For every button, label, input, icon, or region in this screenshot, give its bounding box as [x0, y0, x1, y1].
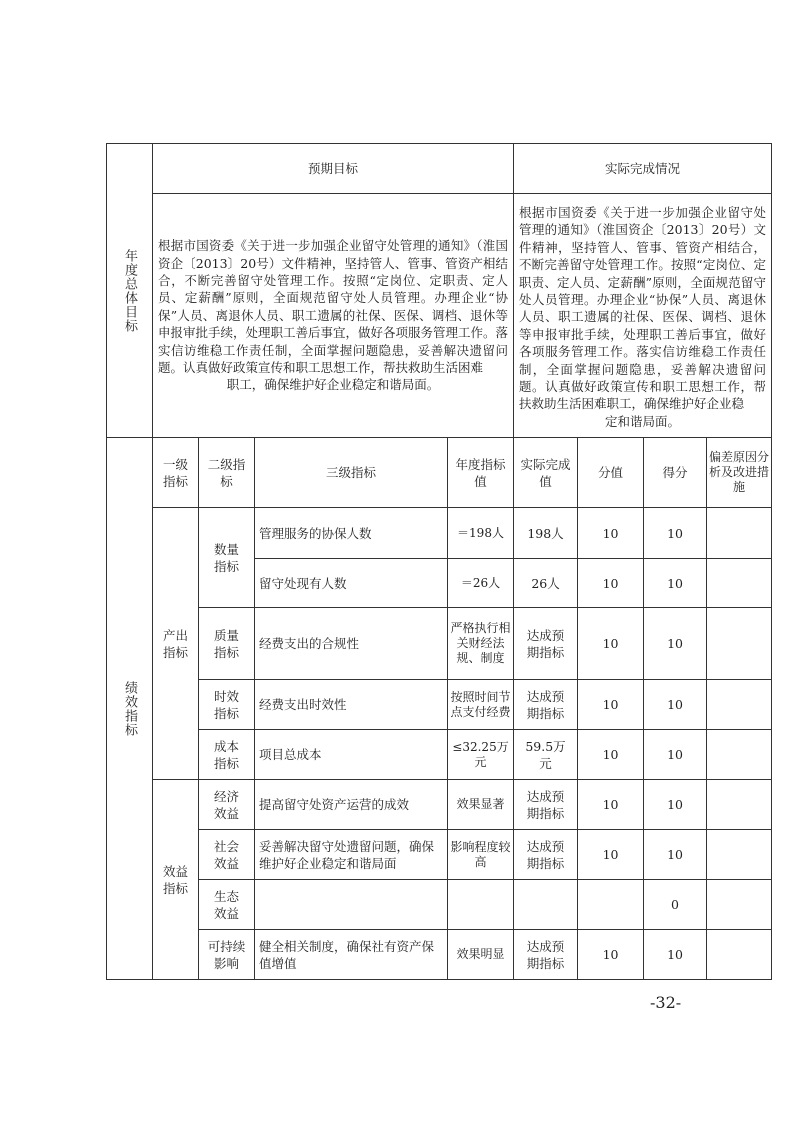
target-cell: 严格执行相关财经法规、制度: [448, 608, 514, 680]
points-cell: 10: [578, 680, 644, 730]
note-cell: [707, 559, 772, 608]
actual-cell: 198人: [514, 508, 578, 559]
level2-label: 生态效益: [213, 888, 239, 921]
actual-result-text: 根据市国资委《关于进一步加强企业留守处管理的通知》（淮国资企〔2013〕20号）文件精神，坚持管人、管事、管资产相结合，不断完善留守处管理工作。按照“定岗位、定职责、定人员、定薪酬”原则，全面规范留守处人员管理。办理企业“协保”人员、离退休人员、职工遗属的社保、医保、调档、退休等申报审批手续，处理职工善后事宜，做好各项服务管理工作。落实信访维稳工作责任制，全面掌握问题隐患，妥善解决遗留问题。认真做好政策宣传和职工思想工作，帮扶救助生活困难职工，确保维护好企业稳: [519, 205, 767, 412]
level1-cell: [153, 508, 199, 780]
target-cell: 效果显著: [448, 780, 514, 830]
score-cell: 10: [644, 730, 707, 780]
actual-cell: 59.5万元: [514, 730, 578, 780]
actual-cell: 26人: [514, 559, 578, 608]
level2-label: 可持续影响: [207, 938, 246, 971]
target-cell: [448, 880, 514, 930]
target-header: 年度指标值: [448, 438, 514, 508]
level2-cell: [199, 608, 255, 680]
actual-header: 实际完成情况: [514, 144, 772, 194]
note-cell: [707, 830, 772, 880]
score-cell: 10: [644, 930, 707, 980]
actual-cell: [514, 880, 578, 930]
level2-cell: [199, 830, 255, 880]
page-number: -32-: [650, 993, 682, 1012]
note-cell: [707, 508, 772, 559]
actual-cell: 达成预期指标: [514, 608, 578, 680]
level3-cell: 管理服务的协保人数: [255, 508, 448, 559]
performance-table-container: [106, 143, 771, 983]
points-cell: 10: [578, 830, 644, 880]
overall-content-row: [107, 194, 772, 438]
level2-label: 质量指标: [213, 627, 239, 660]
actual-cell: 达成预期指标: [514, 780, 578, 830]
perf-row: [107, 930, 772, 980]
level3-cell: 健全相关制度，确保社有资产保值增值: [255, 930, 448, 980]
level2-label: 成本指标: [213, 738, 239, 771]
perf-row: [107, 730, 772, 780]
perf-row: [107, 608, 772, 680]
level2-label: 数量指标: [213, 541, 239, 574]
note-cell: [707, 880, 772, 930]
level3-cell: 妥善解决留守处遗留问题，确保维护好企业稳定和谐局面: [255, 830, 448, 880]
actual-result-cell: [514, 194, 772, 438]
points-cell: [578, 880, 644, 930]
note-cell: [707, 930, 772, 980]
level3-cell: 项目总成本: [255, 730, 448, 780]
perf-row: [107, 680, 772, 730]
perf-header-row: [107, 438, 772, 508]
score-cell: 10: [644, 508, 707, 559]
note-cell: [707, 608, 772, 680]
target-cell: ≤32.25万元: [448, 730, 514, 780]
level3-cell: 经费支出的合规性: [255, 608, 448, 680]
level2-cell: [199, 930, 255, 980]
note-cell: [707, 680, 772, 730]
overall-header-row: [107, 144, 772, 194]
perf-row: [107, 830, 772, 880]
note-header: 偏差原因分析及改进措施: [707, 438, 772, 508]
level1-header: 一级指标: [153, 438, 199, 508]
expected-target-cell: [153, 194, 514, 438]
perf-row: [107, 880, 772, 930]
actual-cell: 达成预期指标: [514, 680, 578, 730]
score-cell: 10: [644, 680, 707, 730]
score-cell: 10: [644, 608, 707, 680]
perf-row-label: 绩效指标: [122, 680, 137, 737]
target-cell: 影响程度较高: [448, 830, 514, 880]
note-cell: [707, 730, 772, 780]
level2-cell: [199, 680, 255, 730]
target-cell: ＝26人: [448, 559, 514, 608]
actual-header: 实际完成值: [514, 438, 578, 508]
score-cell: 10: [644, 559, 707, 608]
score-header: 得分: [644, 438, 707, 508]
expected-header: 预期目标: [153, 144, 514, 194]
perf-row: [107, 780, 772, 830]
level2-cell: [199, 780, 255, 830]
level2-header: 二级指标: [199, 438, 255, 508]
level3-cell: [255, 880, 448, 930]
points-header: 分值: [578, 438, 644, 508]
points-cell: 10: [578, 780, 644, 830]
level3-header: 三级指标: [255, 438, 448, 508]
overall-row-label-cell: [107, 144, 153, 438]
actual-result-text-end: 定和谐局面。: [605, 413, 681, 429]
target-cell: ＝198人: [448, 508, 514, 559]
score-cell: 10: [644, 830, 707, 880]
level2-label: 时效指标: [213, 688, 239, 721]
overall-row-label: 年度总体目标: [122, 248, 137, 333]
target-cell: 效果明显: [448, 930, 514, 980]
perf-row: [107, 508, 772, 559]
target-cell: 按照时间节点支付经费: [448, 680, 514, 730]
actual-cell: 达成预期指标: [514, 830, 578, 880]
level2-cell: [199, 730, 255, 780]
score-cell: 0: [644, 880, 707, 930]
points-cell: 10: [578, 508, 644, 559]
points-cell: 10: [578, 608, 644, 680]
level1-cell: [153, 780, 199, 980]
level2-cell: [199, 880, 255, 930]
points-cell: 10: [578, 559, 644, 608]
expected-target-text-end: 职工，确保维护好企业稳定和谐局面。: [226, 377, 440, 393]
performance-table: [106, 143, 772, 980]
perf-row-label-cell: [107, 438, 153, 980]
actual-cell: 达成预期指标: [514, 930, 578, 980]
score-cell: 10: [644, 780, 707, 830]
expected-target-text: 根据市国资委《关于进一步加强企业留守处管理的通知》（淮国资企〔2013〕20号）文件精神，坚持管人、管事、管资产相结合，不断完善留守处管理工作。按照“定岗位、定职责、定人员、定薪酬”原则，全面规范留守处人员管理。办理企业“协保”人员、离退休人员、职工遗属的社保、医保、调档、退休等申报审批手续，处理职工善后事宜，做好各项服务管理工作。落实信访维稳工作责任制，全面掌握问题隐患，妥善解决遗留问题。认真做好政策宣传和职工思想工作，帮扶救助生活困难: [158, 238, 509, 376]
level2-label: 经济效益: [213, 788, 239, 821]
points-cell: 10: [578, 930, 644, 980]
level2-cell: [199, 508, 255, 608]
level3-cell: 提高留守处资产运营的成效: [255, 780, 448, 830]
points-cell: 10: [578, 730, 644, 780]
level3-cell: 经费支出时效性: [255, 680, 448, 730]
level1-label: 产出指标: [162, 627, 188, 660]
level3-cell: 留守处现有人数: [255, 559, 448, 608]
level2-label: 社会效益: [213, 838, 239, 871]
note-cell: [707, 780, 772, 830]
level1-label: 效益指标: [162, 863, 188, 896]
